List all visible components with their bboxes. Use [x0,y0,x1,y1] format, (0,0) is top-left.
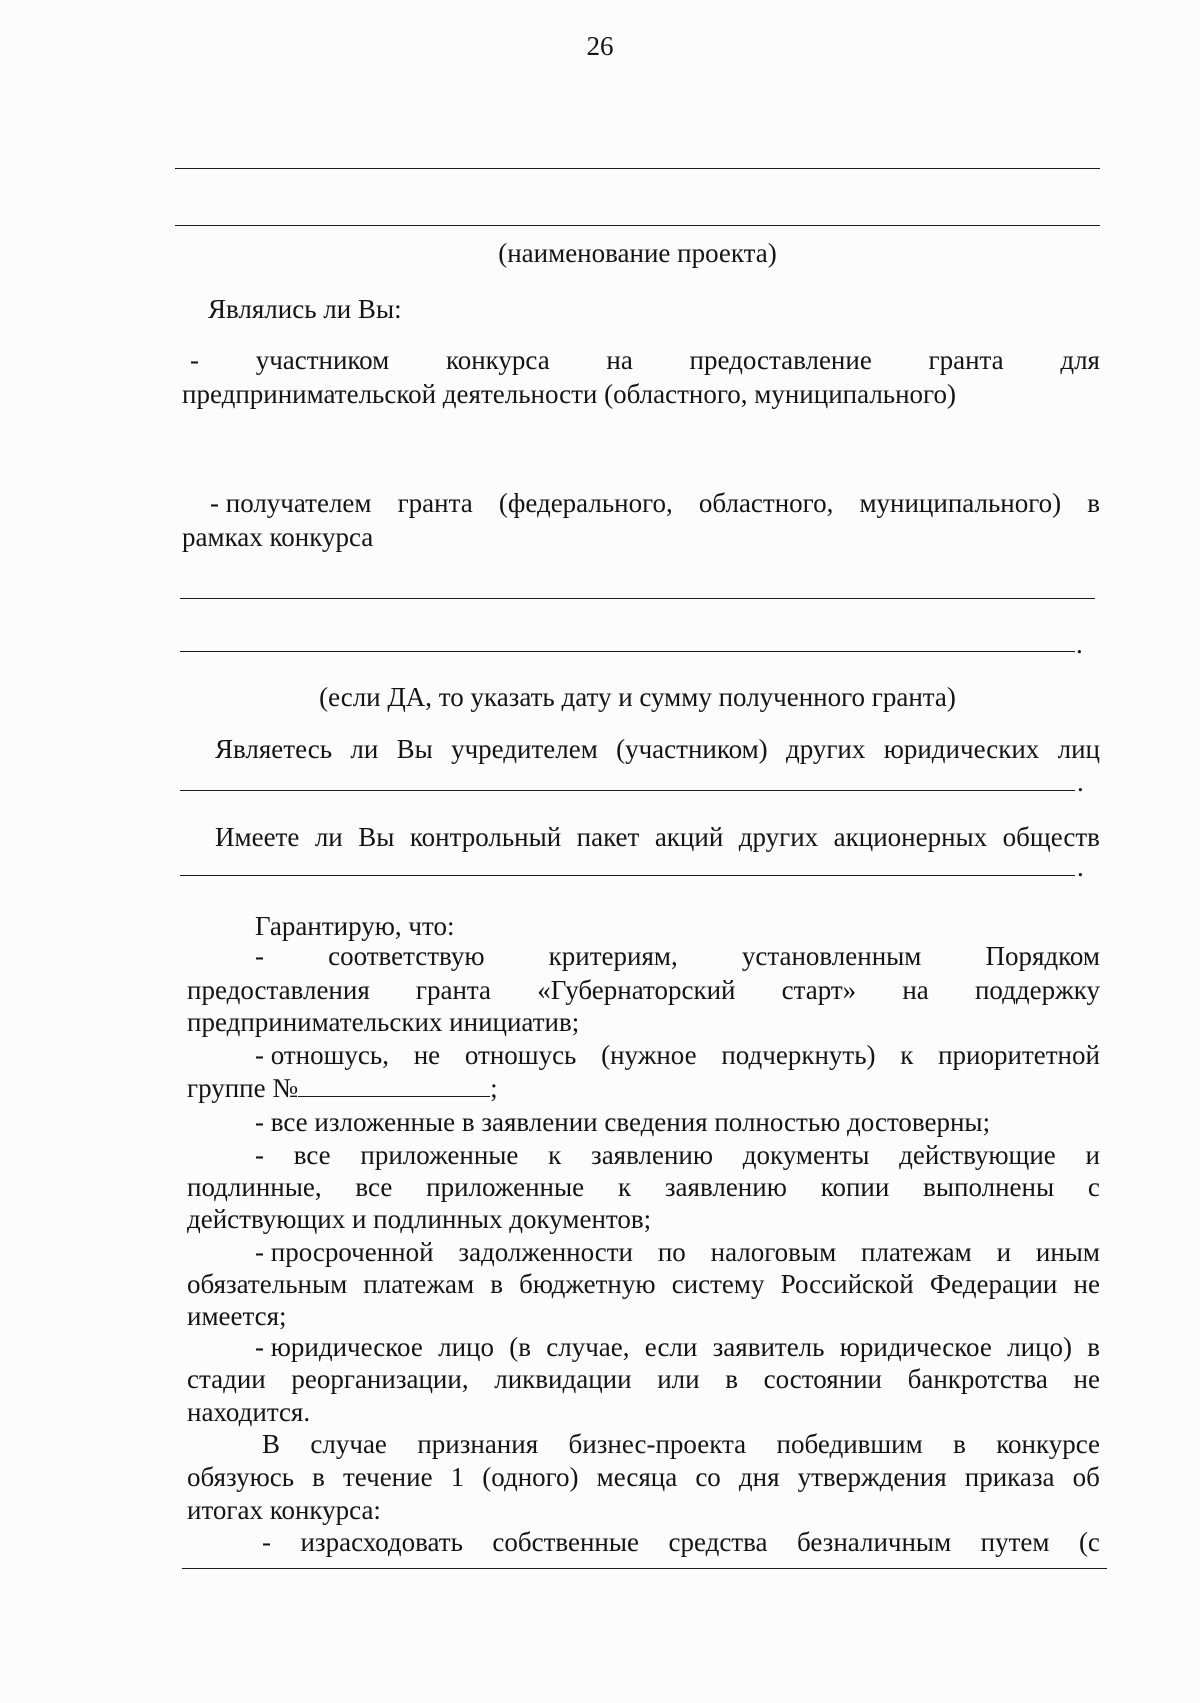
guarantee-5-line-3: имеется; [187,1301,287,1331]
word: приказа [964,1462,1055,1492]
grant-details-line-2[interactable] [180,651,1075,652]
obligation-line-2 [187,1461,1100,1494]
word: стадии [187,1364,266,1394]
word: приложенные [360,1140,519,1170]
word: и [1085,1140,1100,1170]
word: банкротства [907,1364,1048,1394]
word: заявитель [712,1332,825,1362]
word: акций [654,822,724,852]
word: в [490,1269,503,1299]
word: 1 [450,1462,465,1492]
priority-group-label: группе № [187,1073,299,1103]
guarantee-5-line-2 [187,1268,1100,1301]
question-3-answer-line[interactable] [180,875,1075,876]
word: все [293,1140,331,1170]
word: соответствую [328,941,485,971]
word: юридических [883,734,1040,764]
word: лицо [438,1332,494,1362]
question-2-text [215,733,1100,766]
guarantee-1-line-2 [187,974,1100,1007]
guarantee-6-line-1 [255,1331,1100,1364]
word: (нужное [601,1040,697,1070]
word: случае [310,1429,387,1459]
page-number: 26 [586,31,614,61]
question-1-item-a-line-2: предпринимательской деятельности (областного, муниципального) [182,379,956,409]
word: приложенные [426,1172,585,1202]
word: в [1087,1332,1100,1362]
word: (одного) [482,1462,579,1492]
word: для [1060,345,1100,375]
word: в [1087,488,1100,518]
project-name-line-1[interactable] [175,168,1100,169]
word: не [1073,1269,1100,1299]
word: (в [509,1332,531,1362]
word: Вы [396,734,433,764]
grant-details-caption: (если ДА, то указать дату и сумму полученного гранта) [319,682,956,712]
word: других [785,734,866,764]
obligation-line-1 [262,1428,1100,1461]
word: об [1072,1462,1100,1492]
question-1-title: Являлись ли Вы: [208,294,402,324]
priority-group-end: ; [490,1073,498,1103]
project-name-caption: (наименование проекта) [498,238,777,268]
word: гранта [415,975,492,1005]
word: установленным [741,941,922,971]
word: к [548,1140,562,1170]
word: гранта [928,345,1004,375]
question-2-end-mark: . [1077,767,1084,797]
guarantees-title: Гарантирую, что: [255,911,455,941]
word: (федерального, [498,488,673,518]
word: - [255,1140,264,1170]
word: участником [255,345,390,375]
word: течение [343,1462,433,1492]
word: в [312,1462,325,1492]
priority-group-number-field[interactable] [298,1072,490,1097]
word: областного, [698,488,834,518]
word: израсходовать [300,1527,463,1557]
word: старт» [781,975,857,1005]
word: приоритетной [938,1040,1100,1070]
word: документы [742,1140,870,1170]
word: с [1087,1172,1100,1202]
grant-details-line-1[interactable] [180,598,1095,599]
word: подлинные, [187,1172,322,1202]
word: ли [314,822,343,852]
word: конкурсе [996,1429,1100,1459]
word: путем [980,1527,1050,1557]
word: Вы [358,822,395,852]
word: и [996,1237,1012,1267]
word: (участником) [616,734,768,764]
word: обязательным [187,1269,348,1299]
guarantee-2-line-2 [187,1072,498,1105]
word: задолженности [458,1237,633,1267]
word: все [355,1172,393,1202]
word: со [695,1462,721,1492]
word: лицо) [1007,1332,1072,1362]
word: платежам [363,1269,475,1299]
word: ли [350,734,379,764]
word: акционерных [833,822,988,852]
word: Российской [780,1269,914,1299]
guarantee-5-line-1 [255,1236,1100,1269]
grant-details-end-mark: . [1076,629,1083,659]
word: или [657,1364,700,1394]
word: - [262,1527,271,1557]
word: в [953,1429,966,1459]
word: «Губернаторский [537,975,736,1005]
question-1-item-a-line-1 [190,344,1100,377]
guarantee-6-line-2 [187,1363,1100,1396]
word: контрольный [409,822,562,852]
word: если [644,1332,698,1362]
word: подчеркнуть) [721,1040,876,1070]
word: юридическое [839,1332,992,1362]
word: других [738,822,819,852]
word: пакет [576,822,640,852]
word: собственные [492,1527,639,1557]
word: бюджетную [519,1269,656,1299]
word: Порядком [985,941,1100,971]
word: Являетесь [215,734,333,764]
word: выполнены [923,1172,1055,1202]
word: состоянии [763,1364,882,1394]
project-name-line-2[interactable] [175,225,1100,226]
word: случае, [546,1332,630,1362]
word: гранта [397,488,473,518]
word: не [1073,1364,1100,1394]
obligation-line-4 [262,1526,1100,1559]
word: реорганизации, [291,1364,469,1394]
guarantee-4-line-1 [255,1139,1100,1172]
word: - просроченной [255,1237,434,1267]
guarantee-3: - все изложенные в заявлении сведения полностью достоверны; [255,1107,991,1137]
word: - юридическое [255,1332,423,1362]
word: - отношусь, [255,1040,389,1070]
word: в [725,1364,738,1394]
footer-rule [182,1568,1107,1569]
word: В [262,1429,281,1459]
word: победившим [776,1429,923,1459]
word: Федерации [929,1269,1058,1299]
word: учредителем [451,734,598,764]
guarantee-4-line-3: действующих и подлинных документов; [187,1204,652,1234]
word: безналичным [796,1527,952,1557]
word: - [255,941,264,971]
question-1-item-b-line-1 [210,487,1100,520]
word: - получателем [210,488,372,518]
word: поддержку [974,975,1100,1005]
word: - [190,345,199,375]
word: ликвидации [494,1364,632,1394]
word: конкурса [445,345,550,375]
question-1-item-b-line-2: рамках конкурса [182,522,374,552]
word: платежам [861,1237,972,1267]
word: лиц [1057,734,1100,764]
word: бизнес-проекта [568,1429,747,1459]
word: дня [738,1462,780,1492]
word: к [900,1040,914,1070]
question-3-text [215,821,1100,854]
word: налоговым [710,1237,837,1267]
word: предоставления [187,975,370,1005]
word: утверждения [797,1462,947,1492]
word: обязуюсь [187,1462,295,1492]
word: на [606,345,633,375]
question-3-end-mark: . [1077,852,1084,882]
word: (с [1078,1527,1100,1557]
question-2-answer-line[interactable] [180,790,1075,791]
word: предоставление [689,345,872,375]
word: по [657,1237,686,1267]
word: на [902,975,929,1005]
word: систему [671,1269,765,1299]
guarantee-1-line-3: предпринимательских инициатив; [187,1007,580,1037]
word: признания [417,1429,539,1459]
word: месяца [596,1462,678,1492]
word: к [617,1172,632,1202]
word: не [413,1040,441,1070]
guarantee-1-line-1 [255,940,1100,973]
guarantee-4-line-2 [187,1171,1100,1204]
word: копии [820,1172,890,1202]
guarantee-2-line-1 [255,1039,1100,1072]
word: обществ [1002,822,1100,852]
word: заявлению [591,1140,714,1170]
word: Имеете [215,822,300,852]
word: средства [668,1527,768,1557]
word: иным [1035,1237,1100,1267]
word: муниципального) [859,488,1062,518]
word: заявлению [664,1172,787,1202]
word: критериям, [548,941,678,971]
word: действующие [899,1140,1056,1170]
guarantee-6-line-3: находится. [187,1397,311,1427]
word: отношусь [464,1040,577,1070]
obligation-line-3: итогах конкурса: [187,1495,381,1525]
